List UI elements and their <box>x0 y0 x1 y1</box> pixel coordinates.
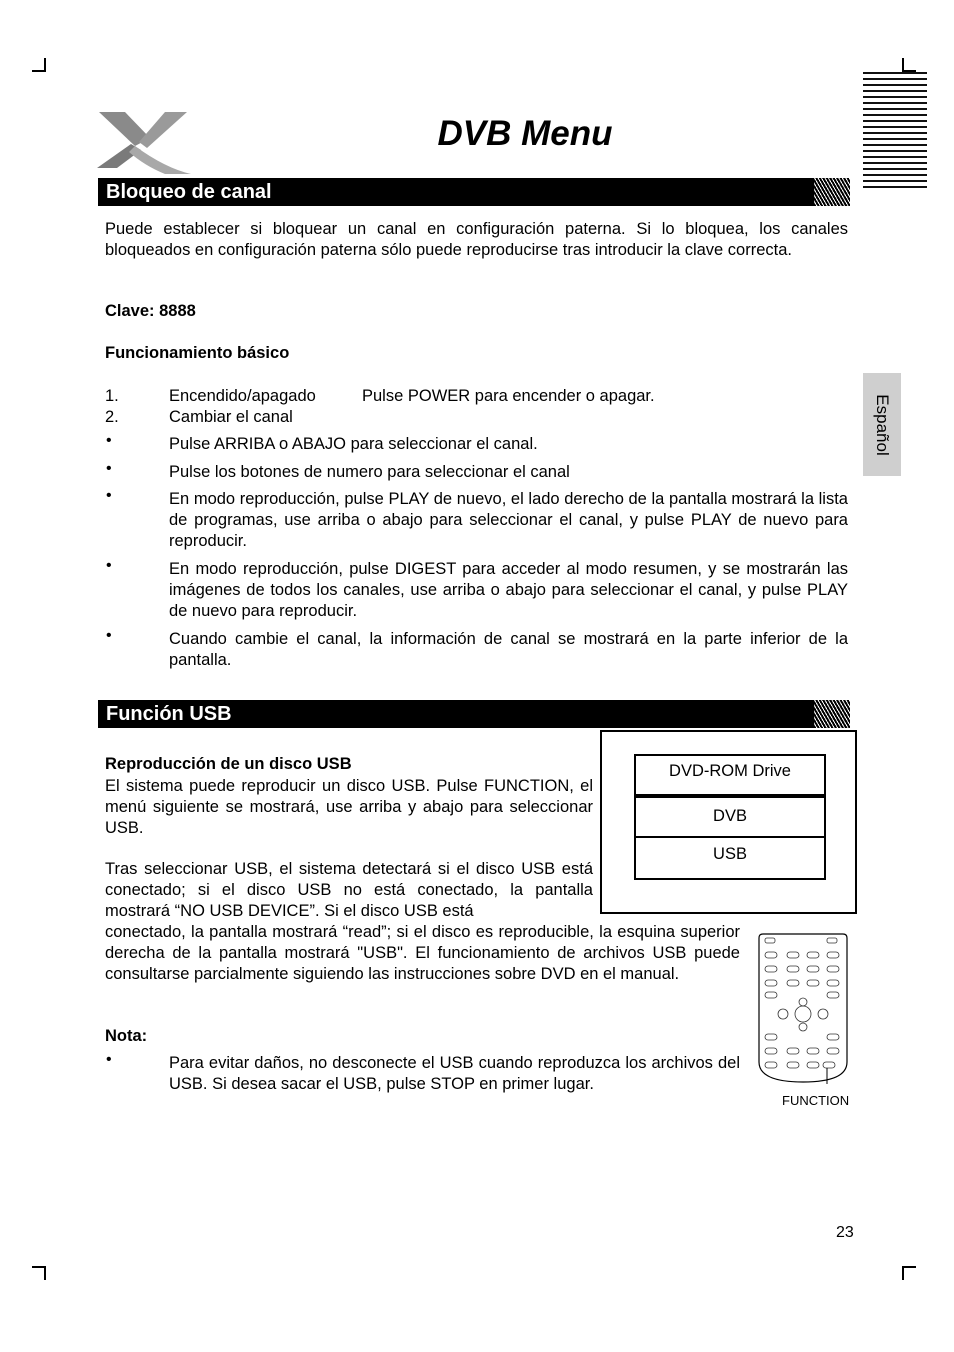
section-heading-channel-lock <box>98 178 850 206</box>
section-heading-label: Función USB <box>106 703 232 725</box>
step-number: 2. <box>105 408 119 426</box>
menu-option-usb: USB <box>634 836 826 880</box>
section-heading-label: Bloqueo de canal <box>106 181 272 203</box>
step-label: Encendido/apagado <box>169 387 316 405</box>
usb-paragraph-1: El sistema puede reproducir un disco USB. Pulse FUNCTION, el menú siguiente se mostrará, use arriba y abajo para seleccionar USB. <box>105 777 593 837</box>
menu-option-dvd-rom: DVD-ROM Drive <box>634 754 826 796</box>
step-label: Cambiar el canal <box>169 408 293 426</box>
heading-pattern <box>814 700 850 728</box>
function-button-callout: FUNCTION <box>782 1093 850 1108</box>
page-number: 23 <box>836 1224 854 1241</box>
password-text: Clave: 8888 <box>105 302 196 320</box>
heading-pattern <box>814 178 850 206</box>
basic-operation-heading: Funcionamiento básico <box>105 344 290 362</box>
bullet-marker: • <box>106 432 112 449</box>
crop-mark-bottom-left <box>44 1266 46 1280</box>
decorative-lines <box>863 72 927 192</box>
menu-option-dvb: DVB <box>634 796 826 838</box>
crop-mark-bottom-right <box>902 1266 904 1280</box>
bullet-marker: • <box>106 557 112 574</box>
crop-mark-top-left <box>32 70 46 72</box>
bullet-item: Cuando cambie el canal, la información de canal se mostrará en la parte inferior de la pantalla. <box>169 630 848 669</box>
bullet-item: Pulse ARRIBA o ABAJO para seleccionar el canal. <box>169 435 538 453</box>
intro-paragraph: Puede establecer si bloquear un canal en configuración paterna. Si lo bloquea, los canales bloqueados en configuración paterna sólo puede reproducirse tras introducir la clave correcta. <box>105 220 848 259</box>
bullet-item: En modo reproducción, pulse PLAY de nuevo, el lado derecho de la pantalla mostrará la lista de programas, use arriba o abajo para seleccionar el canal, y pulse PLAY de nuevo para reproducir. <box>169 490 848 550</box>
language-tab-label: Español <box>873 393 892 456</box>
language-tab <box>863 373 901 476</box>
bullet-marker: • <box>106 1051 112 1068</box>
note-heading: Nota: <box>105 1027 148 1045</box>
bullet-item: Pulse los botones de numero para seleccionar el canal <box>169 463 570 481</box>
usb-playback-heading: Reproducción de un disco USB <box>105 755 352 773</box>
crop-mark-bottom-right <box>902 1266 916 1268</box>
usb-paragraph-2: Tras seleccionar USB, el sistema detectará si el disco USB está conectado; si el disco USB no está conectado, la pantalla mostrará “NO USB DEVICE”. Si el disco USB está <box>105 860 593 920</box>
usb-paragraph-3: conectado, la pantalla mostrará “read”; si el disco es reproducible, la esquina superior derecha de la pantalla mostrará "USB". El funcionamiento de archivos USB puede consultarse parcialmente siguiendo las instrucciones sobre DVD en el manual. <box>105 923 740 983</box>
note-text: Para evitar daños, no desconecte el USB cuando reproduzca los archivos del USB. Si desea sacar el USB, pulse STOP en primer lugar. <box>169 1054 740 1093</box>
bullet-marker: • <box>106 460 112 477</box>
bullet-marker: • <box>106 487 112 504</box>
step-number: 1. <box>105 387 119 405</box>
bullet-item: En modo reproducción, pulse DIGEST para acceder al modo resumen, y se mostrarán las imágenes de todos los canales, use arriba o abajo para seleccionar el canal, y pulse PLAY de nuevo para reproducir. <box>169 560 848 620</box>
section-heading-usb-function <box>98 700 850 728</box>
bullet-marker: • <box>106 627 112 644</box>
remote-control-illustration <box>757 932 849 1084</box>
page-title: DVB Menu <box>437 114 613 153</box>
function-menu-illustration <box>600 730 857 914</box>
step-description: Pulse POWER para encender o apagar. <box>362 387 655 405</box>
